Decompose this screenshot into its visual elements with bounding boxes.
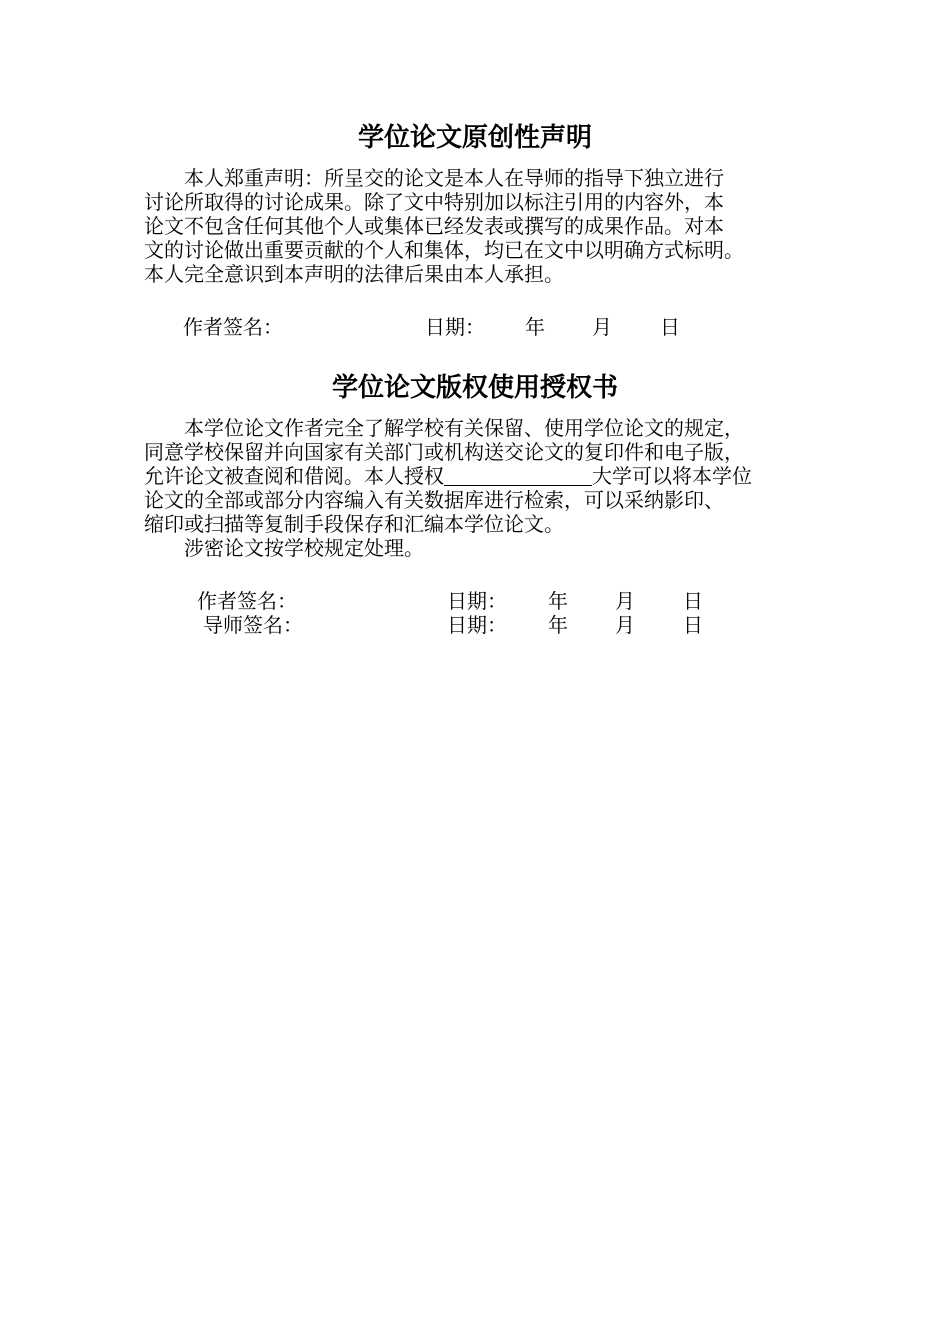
author-signature-label: 作者签名： [197, 589, 297, 613]
authorization-line-5: 缩印或扫描等复制手段保存和汇编本学位论文。 [144, 512, 564, 536]
declaration-year: 年 [525, 315, 545, 339]
authorization-line-3-start: 允许论文被查阅和借阅。本人授权 [144, 464, 444, 488]
authorization-title: 学位论文版权使用授权书 [331, 373, 618, 403]
supervisor-date-day: 日 [683, 613, 703, 637]
authorization-line-2: 同意学校保留并向国家有关部门或机构送交论文的复印件和电子版， [144, 440, 744, 464]
declaration-line-4: 文的讨论做出重要贡献的个人和集体，均已在文中以明确方式标明。 [144, 238, 744, 262]
declaration-line-5: 本人完全意识到本声明的法律后果由本人承担。 [144, 262, 564, 286]
declaration-day: 日 [660, 315, 680, 339]
author-date-month: 月 [615, 589, 635, 613]
supervisor-date-month: 月 [615, 613, 635, 637]
declaration-month: 月 [592, 315, 612, 339]
author-date-year: 年 [548, 589, 568, 613]
declaration-title: 学位论文原创性声明 [357, 123, 592, 153]
authorization-line-6: 涉密论文按学校规定处理。 [184, 536, 424, 560]
authorization-line-4: 论文的全部或部分内容编入有关数据库进行检索，可以采纳影印、 [144, 488, 724, 512]
supervisor-date-label: 日期： [447, 613, 507, 637]
authorization-line-3 [144, 464, 752, 488]
supervisor-signature-label: 导师签名： [203, 613, 303, 637]
supervisor-date-year: 年 [548, 613, 568, 637]
university-name-blank [444, 465, 592, 486]
declaration-line-1: 本人郑重声明：所呈交的论文是本人在导师的指导下独立进行 [184, 166, 724, 190]
declaration-signature-label: 作者签名： [183, 315, 283, 339]
declaration-date-label: 日期： [425, 315, 485, 339]
declaration-line-2: 讨论所取得的讨论成果。除了文中特别加以标注引用的内容外，本 [144, 190, 724, 214]
authorization-line-3-end: 大学可以将本学位 [592, 464, 752, 488]
authorization-line-1: 本学位论文作者完全了解学校有关保留、使用学位论文的规定， [184, 416, 744, 440]
author-date-day: 日 [683, 589, 703, 613]
author-date-label: 日期： [447, 589, 507, 613]
declaration-line-3: 论文不包含任何其他个人或集体已经发表或撰写的成果作品。对本 [144, 214, 724, 238]
